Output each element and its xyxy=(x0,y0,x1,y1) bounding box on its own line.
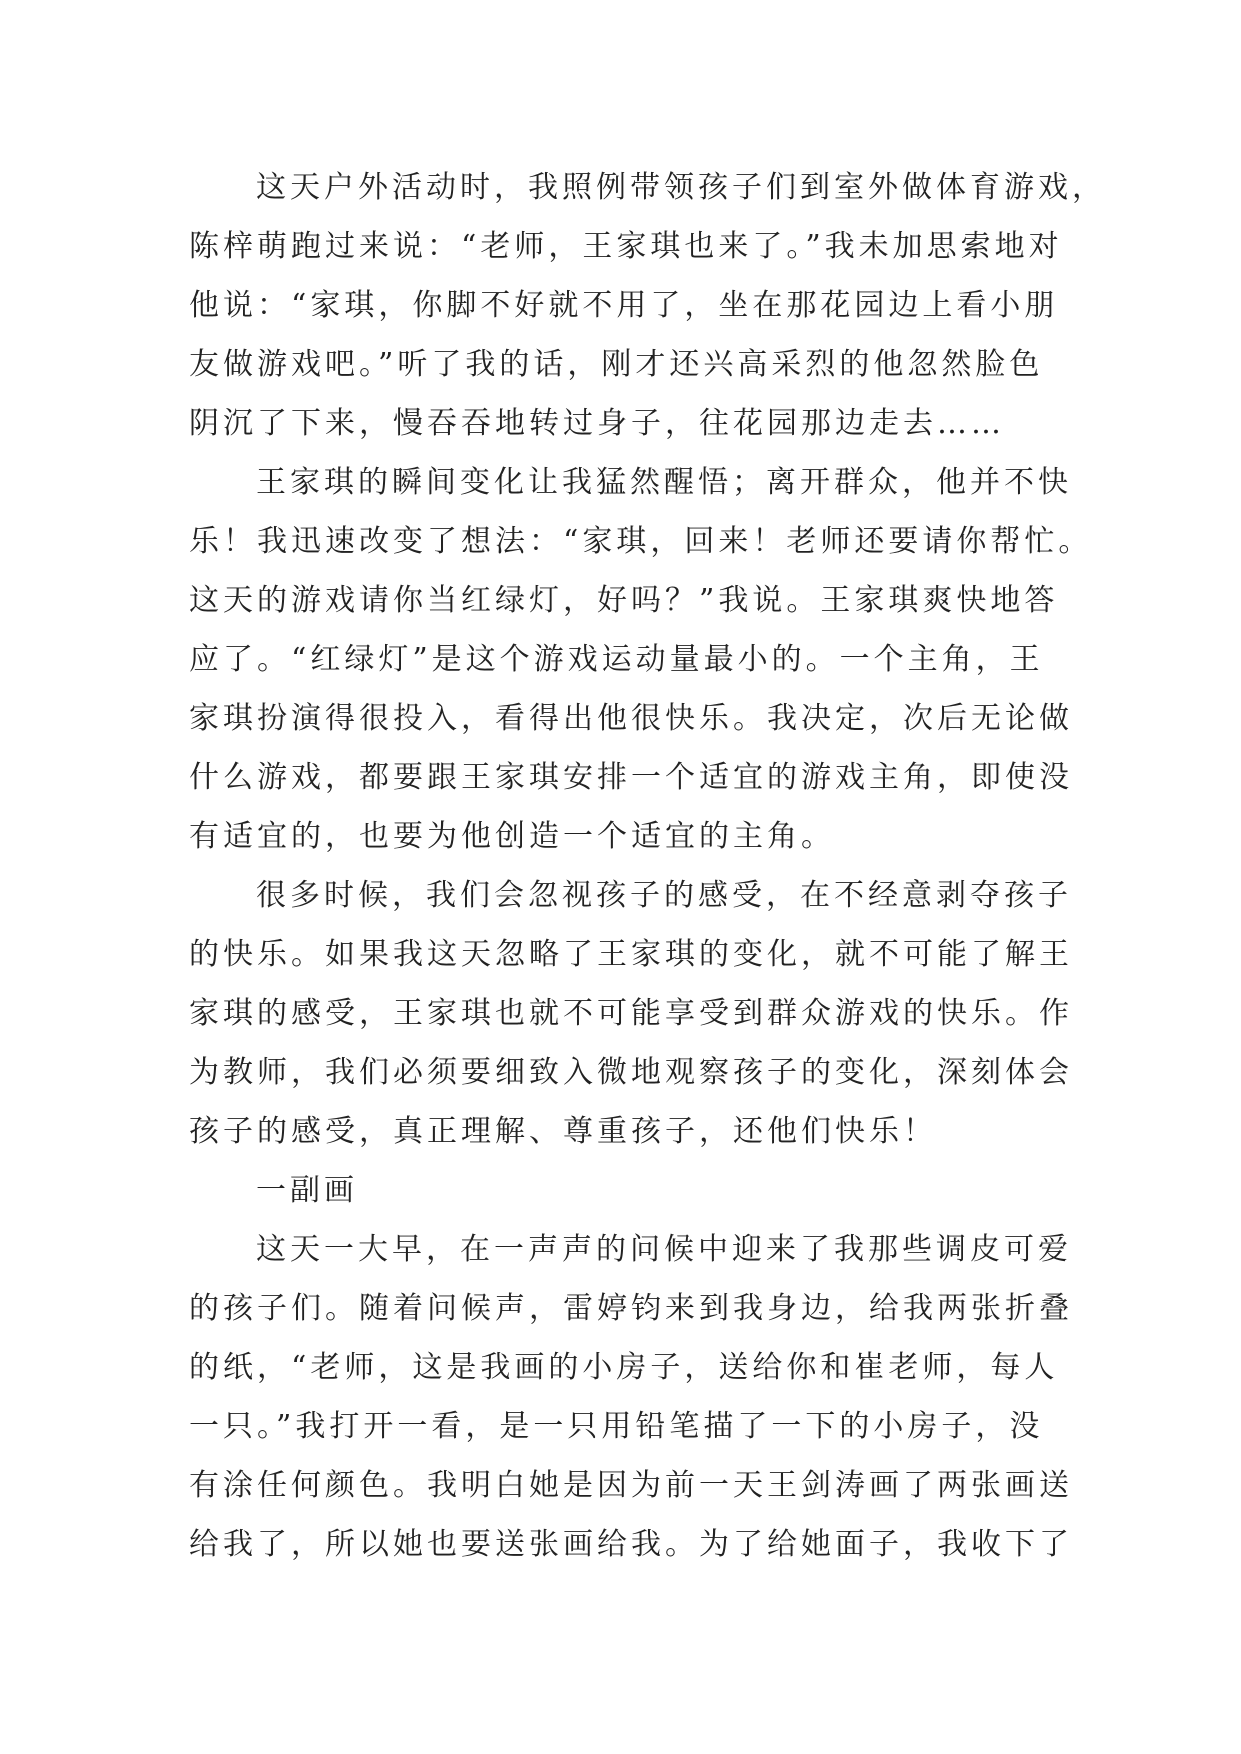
text-line: 的快乐。如果我这天忽略了王家琪的变化，就不可能了解王 xyxy=(189,937,1073,972)
text-line: 有适宜的，也要为他创造一个适宜的主角。 xyxy=(189,819,835,854)
text-line: 有涂任何颜色。我明白她是因为前一天王剑涛画了两张画送 xyxy=(189,1468,1073,1503)
paragraph-outdoor-activity xyxy=(189,158,1106,453)
text-line: 他说：“家琪，你脚不好就不用了，坐在那花园边上看小朋 xyxy=(189,288,1059,323)
text-line: 这天的游戏请你当红绿灯，好吗？”我说。王家琪爽快地答 xyxy=(189,583,1059,618)
text-line: 为教师，我们必须要细致入微地观察孩子的变化，深刻体会 xyxy=(189,1055,1073,1090)
paragraph-traffic-light-game xyxy=(189,453,1093,866)
text-line: 给我了，所以她也要送张画给我。为了给她面子，我收下了 xyxy=(189,1527,1073,1562)
text-line: 乐！我迅速改变了想法：“家琪，回来！老师还要请你帮忙。 xyxy=(189,524,1093,559)
text-line: 一只。”我打开一看，是一只用铅笔描了一下的小房子，没 xyxy=(189,1409,1044,1444)
text-line: 家琪的感受，王家琪也就不可能享受到群众游戏的快乐。作 xyxy=(189,996,1073,1031)
text-line: 应了。“红绿灯”是这个游戏运动量最小的。一个主角，王 xyxy=(189,642,1044,677)
text-line: 阴沉了下来，慢吞吞地转过身子，往花园那边走去…… xyxy=(189,406,1005,441)
paragraph-reflection xyxy=(189,866,1089,1161)
section-title: 一副画 xyxy=(256,1173,358,1208)
text-line: 王家琪的瞬间变化让我猛然醒悟；离开群众，他并不快 xyxy=(256,465,1072,500)
text-line: 什么游戏，都要跟王家琪安排一个适宜的游戏主角，即使没 xyxy=(189,760,1073,795)
text-line: 的纸，“老师，这是我画的小房子，送给你和崔老师，每人 xyxy=(189,1350,1059,1385)
document-body xyxy=(189,158,1106,1574)
section-heading xyxy=(189,1161,1089,1220)
text-line: 的孩子们。随着问候声，雷婷钧来到我身边，给我两张折叠 xyxy=(189,1291,1073,1326)
text-line: 很多时候，我们会忽视孩子的感受，在不经意剥夺孩子 xyxy=(256,878,1072,913)
paragraph-drawing-gift xyxy=(189,1220,1089,1574)
text-line: 孩子的感受，真正理解、尊重孩子，还他们快乐！ xyxy=(189,1114,937,1149)
text-line: 陈梓萌跑过来说：“老师，王家琪也来了。”我未加思索地对 xyxy=(189,229,1063,264)
text-line: 这天户外活动时，我照例带领孩子们到室外做体育游戏， xyxy=(256,170,1106,205)
text-line: 这天一大早，在一声声的问候中迎来了我那些调皮可爱 xyxy=(256,1232,1072,1267)
text-line: 友做游戏吧。”听了我的话，刚才还兴高采烈的他忽然脸色 xyxy=(189,347,1044,382)
text-line: 家琪扮演得很投入，看得出他很快乐。我决定，次后无论做 xyxy=(189,701,1073,736)
